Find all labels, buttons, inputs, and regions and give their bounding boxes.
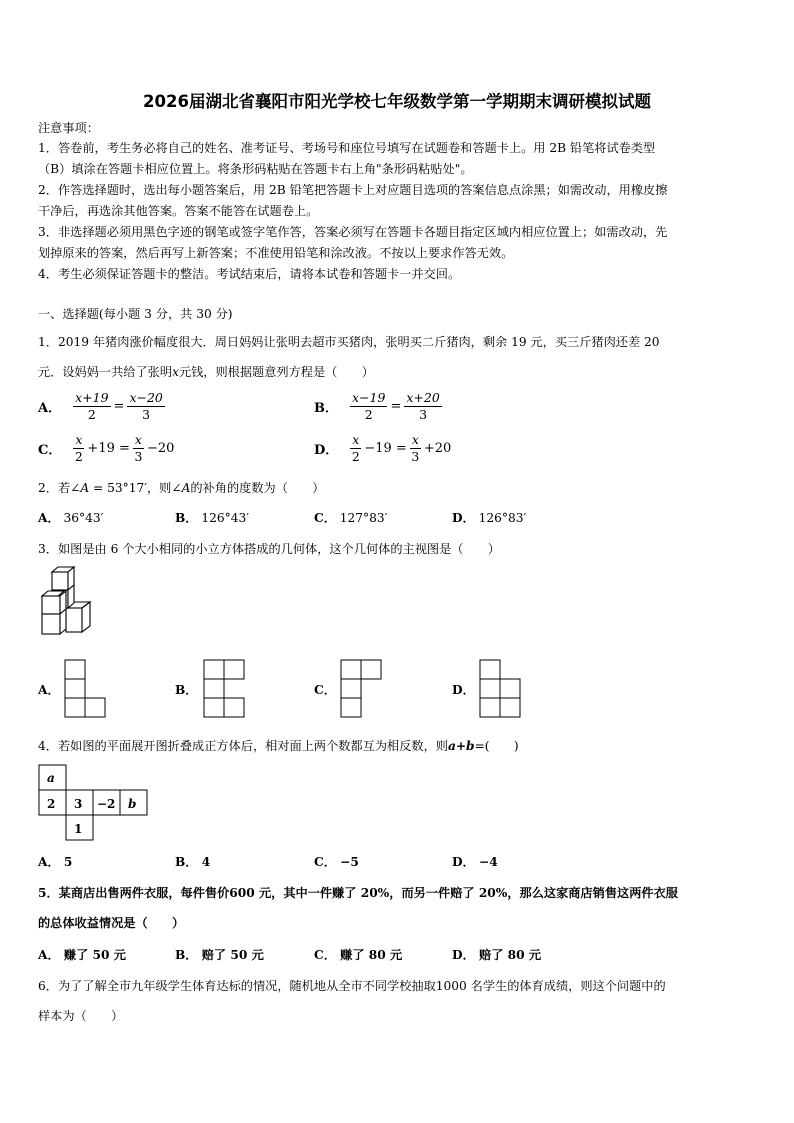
- q4-net-cell-minus2: −2: [97, 797, 116, 811]
- q4-net-cell-3: 3: [74, 797, 83, 811]
- q3-option-a-label[interactable]: A．: [38, 683, 60, 697]
- q1-option-c[interactable]: C． $\frac{x}{2}$ +19 = $\frac{x}{3}$ −20: [38, 432, 175, 464]
- q1-option-d[interactable]: D． $\frac{x}{2}$ −19 = $\frac{x}{3}$ +20: [314, 432, 452, 464]
- q3-option-b-figure[interactable]: [203, 659, 247, 719]
- notice-line-6: 划掉原来的答案，然后再写上新答案；不准使用铅笔和涂改液。不按以上要求作答无效。: [38, 246, 514, 260]
- q5-stem-line-2: 的总体收益情况是（ ）: [38, 916, 185, 930]
- notice-line-5: 3．非选择题必须用黑色字迹的钢笔或签字笔作答，答案必须写在答题卡各题目指定区域内相应位置上；如需改动，先: [38, 225, 668, 239]
- q4-option-c[interactable]: C． −5: [314, 855, 359, 869]
- q4-net-cell-2: 2: [47, 797, 56, 811]
- q2-option-a[interactable]: A． 36°43′: [38, 511, 104, 525]
- q4-option-a[interactable]: A． 5: [38, 855, 73, 869]
- q6-stem-line-2: 样本为（ ）: [38, 1009, 124, 1023]
- q1-option-b[interactable]: B． $\frac{x-19}{2}$ = $\frac{x+20}{3}$: [314, 390, 440, 422]
- q5-option-c[interactable]: C． 赚了 80 元: [314, 948, 403, 962]
- q1-option-a[interactable]: A． $\frac{x+19}{2}$ = $\frac{x-20}{3}$: [38, 390, 163, 422]
- q3-option-c-label[interactable]: C．: [314, 683, 336, 697]
- q3-cube-figure: [38, 566, 100, 644]
- q3-option-d-label[interactable]: D．: [452, 683, 475, 697]
- q3-stem: 3．如图是由 6 个大小相同的小立方体搭成的几何体，这个几何体的主视图是（ ）: [38, 542, 501, 556]
- q4-net-cell-1: 1: [74, 822, 83, 836]
- q3-option-c-figure[interactable]: [340, 659, 384, 719]
- q5-option-b[interactable]: B． 赔了 50 元: [175, 948, 264, 962]
- page-title: 2026届湖北省襄阳市阳光学校七年级数学第一学期期末调研模拟试题: [143, 92, 651, 111]
- notice-line-2: （B）填涂在答题卡相应位置上。将条形码粘贴在答题卡右上角"条形码粘贴处"。: [38, 162, 473, 176]
- q1-stem-line-2: 元．设妈妈一共给了张明x元钱，则根据题意列方程是（ ）: [38, 365, 374, 379]
- q3-option-d-figure[interactable]: [479, 659, 523, 719]
- notice-line-4: 干净后，再选涂其他答案。答案不能答在试题卷上。: [38, 204, 319, 218]
- q2-option-d[interactable]: D． 126°83′: [452, 511, 527, 525]
- q5-option-a[interactable]: A． 赚了 50 元: [38, 948, 126, 962]
- q4-stem: 4．若如图的平面展开图折叠成正方体后，相对面上两个数都互为相反数，则a+b=( ): [38, 739, 519, 753]
- q2-stem: 2．若∠A = 53°17′，则∠A的补角的度数为（ ）: [38, 481, 325, 495]
- q4-net-cell-a: a: [47, 771, 55, 785]
- q4-net-cell-b: b: [128, 797, 137, 811]
- q5-option-d[interactable]: D． 赔了 80 元: [452, 948, 542, 962]
- q2-option-c[interactable]: C． 127°83′: [314, 511, 388, 525]
- q2-option-b[interactable]: B． 126°43′: [175, 511, 250, 525]
- notice-heading: 注意事项：: [38, 121, 99, 135]
- q5-stem-line-1: 5．某商店出售两件衣服，每件售价600 元，其中一件赚了 20%，而另一件赔了 20%，那么这家商店销售这两件衣服: [38, 886, 678, 900]
- q3-option-b-label[interactable]: B．: [175, 683, 198, 697]
- notice-line-7: 4．考生必须保证答题卡的整洁。考试结束后，请将本试卷和答题卡一并交回。: [38, 267, 461, 281]
- q4-option-d[interactable]: D． −4: [452, 855, 498, 869]
- q6-stem-line-1: 6．为了了解全市九年级学生体育达标的情况，随机地从全市不同学校抽取1000 名学生的体育成绩，则这个问题中的: [38, 979, 666, 993]
- q1-stem-line-1: 1．2019 年猪肉涨价幅度很大．周日妈妈让张明去超市买猪肉，张明买二斤猪肉，剩余 19 元，买三斤猪肉还差 20: [38, 335, 660, 349]
- notice-line-3: 2．作答选择题时，选出每小题答案后，用 2B 铅笔把答题卡上对应题目选项的答案信息点涂黑；如需改动，用橡皮擦: [38, 183, 668, 197]
- section-heading: 一、选择题(每小题 3 分，共 30 分): [38, 307, 233, 321]
- q3-option-a-figure[interactable]: [64, 659, 108, 719]
- q4-option-b[interactable]: B． 4: [175, 855, 211, 869]
- notice-line-1: 1．答卷前，考生务必将自己的姓名、准考证号、考场号和座位号填写在试题卷和答题卡上。用 2B 铅笔将试卷类型: [38, 141, 656, 155]
